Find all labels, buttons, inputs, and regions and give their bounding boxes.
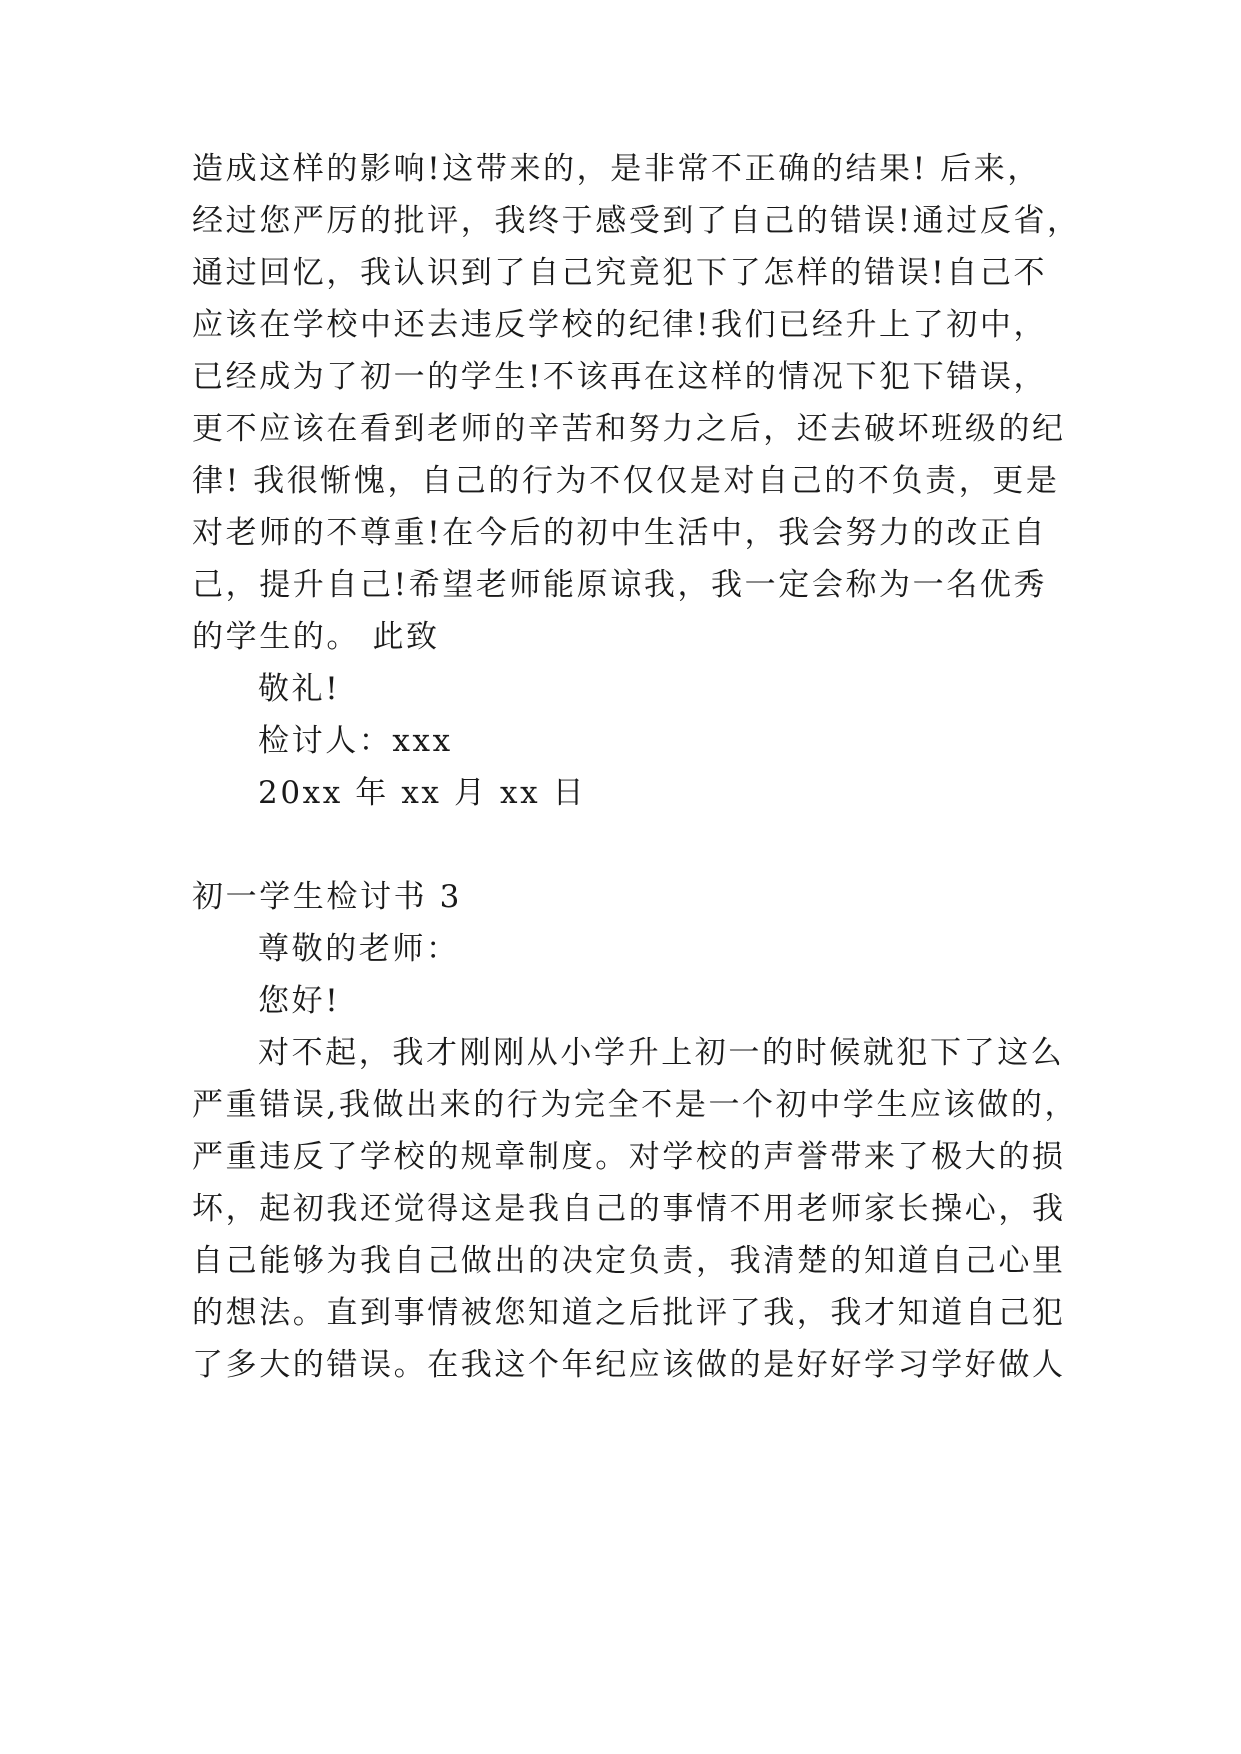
letter2-body-line: 通过回忆，我认识到了自己究竟犯下了怎样的错误!自己不 (192, 255, 1048, 291)
letter2-body-line: 造成这样的影响!这带来的，是非常不正确的结果! 后来， (192, 151, 1041, 187)
letter3-body-line: 了多大的错误。在我这个年纪应该做的是好好学习学好做人 (192, 1347, 1066, 1383)
letter2-body-line: 对老师的不尊重!在今后的初中生活中，我会努力的改正自 (192, 515, 1048, 551)
letter2-salute: 敬礼! (258, 671, 341, 707)
letter3-body-line: 严重错误,我做出来的行为完全不是一个初中学生应该做的， (192, 1087, 1079, 1123)
letter2-signer: 检讨人：xxx (258, 723, 453, 759)
letter3-body-line: 严重违反了学校的规章制度。对学校的声誉带来了极大的损 (192, 1139, 1066, 1175)
letter2-body-line: 更不应该在看到老师的辛苦和努力之后，还去破坏班级的纪 (192, 411, 1066, 447)
letter3-body-line: 的想法。直到事情被您知道之后批评了我，我才知道自己犯 (192, 1295, 1066, 1331)
letter3-body-line: 自己能够为我自己做出的决定负责，我清楚的知道自己心里 (192, 1243, 1066, 1279)
letter3-body-line: 坏，起初我还觉得这是我自己的事情不用老师家长操心，我 (192, 1191, 1066, 1227)
letter3-title: 初一学生检讨书 3 (192, 879, 462, 915)
letter2-body-line: 己，提升自己!希望老师能原谅我，我一定会称为一名优秀 (192, 567, 1048, 603)
letter2-body-line: 应该在学校中还去违反学校的纪律!我们已经升上了初中， (192, 307, 1048, 343)
letter2-body-line: 的学生的。 此致 (192, 619, 440, 655)
letter2-body-line: 已经成为了初一的学生!不该再在这样的情况下犯下错误， (192, 359, 1048, 395)
letter2-date: 20xx 年 xx 月 xx 日 (258, 775, 587, 811)
letter3-body-line: 对不起，我才刚刚从小学升上初一的时候就犯下了这么 (258, 1035, 1065, 1071)
letter3-hello: 您好! (258, 983, 341, 1019)
letter2-body-line: 经过您严厉的批评，我终于感受到了自己的错误!通过反省， (192, 203, 1081, 239)
letter2-body-line: 律! 我很惭愧，自己的行为不仅仅是对自己的不负责，更是 (192, 463, 1060, 499)
letter3-greeting: 尊敬的老师： (258, 931, 460, 967)
